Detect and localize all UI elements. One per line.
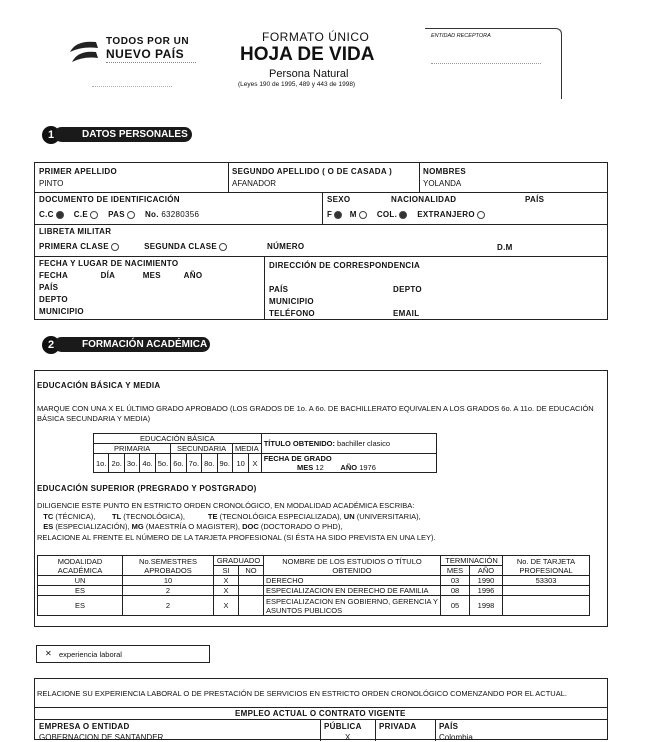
mes-label: MES [142, 271, 161, 280]
privada-label: PRIVADA [379, 722, 417, 731]
basica-instructions: MARQUE CON UNA X EL ÚLTIMO GRADO APROBADO (LOS GRADOS DE 1o. A 6o. DE BACHILLERATO EQUIVALEN A LOS GRADOS 6o. A 11o. DE EDUCACIÓN BÁSICA SECUNDARIA Y MEDIA) [37, 404, 594, 423]
col-mes: MES [441, 566, 470, 576]
col-tarjeta: No. DE TARJETA PROFESIONAL [503, 556, 590, 576]
grado-cell[interactable]: 3o. [124, 454, 139, 473]
logo-swoosh-icon [66, 36, 102, 66]
nombres-label: NOMBRES [423, 167, 466, 176]
m-label: M [349, 210, 357, 219]
secundaria-label: SECUNDARIA [171, 444, 233, 454]
email-label: EMAIL [393, 309, 420, 318]
m-radio-icon[interactable] [359, 211, 367, 219]
datos-personales-box [34, 162, 608, 320]
es-code: ES [43, 522, 54, 531]
depto-nac-label: DEPTO [39, 295, 68, 304]
ano-grado-label: AÑO [340, 463, 358, 472]
un-code: UN [343, 511, 355, 521]
municipio-nac-label: MUNICIPIO [39, 307, 84, 316]
pas-radio-icon[interactable] [127, 211, 135, 219]
semestres-cell[interactable]: 10 [123, 576, 214, 586]
ano-cell[interactable]: 1998 [470, 596, 503, 616]
primera-clase-label: PRIMERA CLASE [39, 242, 109, 251]
grado-cell[interactable]: 8o. [202, 454, 217, 473]
fecha-grado-label: FECHA DE GRADO [263, 454, 332, 463]
table-row [38, 576, 590, 586]
experiencia-instructions: RELACIONE SU EXPERIENCIA LABORAL O DE PRESTACIÓN DE SERVICIOS EN ESTRICTO ORDEN CRONOLÓGICO COMENZANDO POR EL ACTUAL. [37, 689, 567, 698]
ano-cell[interactable]: 1996 [470, 586, 503, 596]
primer-apellido-label: PRIMER APELLIDO [39, 167, 117, 176]
f-radio-icon[interactable] [334, 211, 342, 219]
grado-cell[interactable]: 4o. [140, 454, 155, 473]
mes-cell[interactable]: 05 [441, 596, 470, 616]
si-cell[interactable]: X [214, 586, 239, 596]
tab-mark-icon: ✕ [45, 649, 52, 658]
te-code: TE [207, 511, 218, 521]
telefono-label: TELÉFONO [269, 309, 315, 318]
sexo-options [327, 210, 485, 219]
section1-title: DATOS PERSONALES [54, 127, 192, 142]
pais-nac-label: PAÍS [39, 283, 59, 292]
segunda-clase-radio-icon[interactable] [219, 243, 227, 251]
ce-radio-icon[interactable] [90, 211, 98, 219]
modalidad-cell[interactable]: ES [38, 586, 123, 596]
primer-apellido-value[interactable]: PINTO [39, 179, 64, 188]
mes-grado-label: MES [297, 463, 314, 472]
col-no: NO [239, 566, 264, 576]
superior-heading: EDUCACIÓN SUPERIOR (PREGRADO Y POSTGRADO) [37, 484, 257, 493]
direccion-label: DIRECCIÓN DE CORRESPONDENCIA [269, 261, 421, 270]
modalidad-cell[interactable]: UN [38, 576, 123, 586]
ano-label: AÑO [183, 271, 203, 280]
entity-label: ENTIDAD RECEPTORA [431, 33, 491, 39]
superior-line3 [37, 522, 436, 533]
superior-instructions [37, 501, 436, 543]
tc-code: TC [43, 511, 54, 521]
superior-table [37, 555, 590, 616]
grado-cell[interactable]: 5o. [155, 454, 170, 473]
ano-cell[interactable]: 1990 [470, 576, 503, 586]
dm-label: D.M [497, 243, 513, 252]
logo-line2: NUEVO PAÍS [106, 47, 185, 61]
extranjero-label: EXTRANJERO [417, 210, 475, 219]
basica-table-title: EDUCACIÓN BÁSICA [94, 434, 262, 444]
nombre-cell[interactable]: DERECHO [264, 576, 441, 586]
extranjero-radio-icon[interactable] [477, 211, 485, 219]
modalidad-cell[interactable]: ES [38, 596, 123, 616]
subtitle: Persona Natural [269, 68, 349, 80]
tl-code: TL [112, 511, 122, 521]
nacimiento-label: FECHA Y LUGAR DE NACIMIENTO [39, 259, 179, 268]
col-radio-icon[interactable] [399, 211, 407, 219]
formacion-box [34, 370, 608, 627]
col-terminacion: TERMINACIÓN [441, 556, 503, 566]
mes-cell[interactable]: 08 [441, 586, 470, 596]
libreta-label: LIBRETA MILITAR [39, 227, 112, 236]
si-cell[interactable]: X [214, 576, 239, 586]
semestres-cell[interactable]: 2 [123, 596, 214, 616]
primera-clase-radio-icon[interactable] [111, 243, 119, 251]
municipio-dir-label: MUNICIPIO [269, 297, 314, 306]
libreta-options [39, 242, 227, 251]
section1-number: 1 [42, 126, 60, 144]
es-text: (ESPECIALIZACIÓN), [55, 522, 130, 531]
mg-text: (MAESTRÍA O MAGISTER), [145, 522, 241, 531]
media-label: MEDIA [232, 444, 261, 454]
grado-cell[interactable]: 7o. [186, 454, 201, 473]
tarjeta-cell[interactable]: 53303 [503, 576, 590, 586]
superior-line1: DILIGENCIE ESTE PUNTO EN ESTRICTO ORDEN CRONOLÓGICO, EN MODALIDAD ACADÉMICA ESCRIBA: [37, 501, 415, 510]
grado-cell[interactable]: 6o. [171, 454, 186, 473]
mes-grado-value[interactable]: 12 [315, 463, 324, 472]
pas-label: PAS [108, 210, 125, 219]
law-text: (Leyes 190 de 1995, 489 y 443 de 1998) [238, 81, 356, 88]
pais-dir-label: PAÍS [269, 285, 289, 294]
col-modalidad: MODALIDAD ACADÉMICA [38, 556, 123, 576]
pais-label: PAÍS [525, 195, 545, 204]
pais-exp-label: PAÍS [439, 722, 459, 731]
col-semestres: No.SEMESTRES APROBADOS [123, 556, 214, 576]
no-label: No. [144, 210, 159, 219]
entity-box [425, 28, 562, 99]
table-row [38, 586, 590, 596]
ce-label: C.E [73, 210, 89, 219]
tarjeta-cell[interactable] [503, 586, 590, 596]
nombres-value[interactable]: YOLANDA [423, 179, 462, 188]
segunda-clase-label: SEGUNDA CLASE [144, 242, 218, 251]
nacionalidad-label: NACIONALIDAD [391, 195, 457, 204]
main-title: HOJA DE VIDA [240, 44, 375, 65]
basica-table [93, 433, 437, 473]
doc-code: DOC [242, 522, 259, 531]
grado-cell[interactable]: 2o. [109, 454, 124, 473]
col-label: COL. [376, 210, 398, 219]
col-si: SI [214, 566, 239, 576]
tl-text: (TECNOLÓGICA), [123, 511, 185, 521]
no-cell[interactable] [239, 596, 264, 616]
pais-exp-value[interactable]: Colombia [439, 733, 473, 742]
experiencia-box [34, 678, 608, 740]
titulo-value[interactable]: bachiller clasico [337, 439, 390, 448]
grado-cell[interactable]: 9o. [217, 454, 232, 473]
tc-text: (TÉCNICA), [55, 511, 96, 521]
grado-cell[interactable]: 10 [232, 454, 248, 473]
titulo-cell [261, 434, 436, 454]
numero-label: NÚMERO [267, 242, 305, 251]
section2-number: 2 [42, 336, 60, 354]
publica-value[interactable]: X [345, 733, 351, 742]
sexo-label: SEXO [327, 195, 351, 204]
publica-label: PÚBLICA [324, 722, 362, 731]
col-nombre: NOMBRE DE LOS ESTUDIOS O TÍTULO OBTENIDO [264, 556, 441, 576]
documento-numero[interactable]: 63280356 [161, 210, 200, 219]
te-text: (TECNOLÓGICA ESPECIALIZADA), [219, 511, 342, 521]
table-row [38, 596, 590, 616]
f-label: F [327, 210, 333, 219]
mes-cell[interactable]: 03 [441, 576, 470, 586]
mg-code: MG [131, 522, 144, 531]
empresa-value[interactable]: GOBERNACION DE SANTANDER [39, 733, 164, 742]
logo-line1: TODOS POR UN [106, 36, 190, 47]
nombre-cell[interactable]: ESPECIALIZACION EN DERECHO DE FAMILIA [264, 586, 441, 596]
segundo-apellido-value[interactable]: AFANADOR [232, 179, 277, 188]
form-title: FORMATO ÚNICO [262, 30, 370, 44]
tarjeta-cell[interactable] [503, 596, 590, 616]
ministry-seal [92, 76, 172, 87]
doc-options [39, 210, 199, 219]
ano-grado-value[interactable]: 1976 [359, 463, 376, 472]
segundo-apellido-label: SEGUNDO APELLIDO ( O DE CASADA ) [232, 167, 393, 176]
cc-label: C.C [39, 210, 54, 219]
dia-label: DÍA [100, 271, 115, 280]
superior-line4: RELACIONE AL FRENTE EL NÚMERO DE LA TARJETA PROFESIONAL (SI ÉSTA HA SIDO PREVISTA EN UNA LEY). [37, 532, 436, 542]
no-cell[interactable] [239, 586, 264, 596]
doc-text: (DOCTORADO O PHD), [260, 522, 343, 531]
no-cell[interactable] [239, 576, 264, 586]
col-graduado: GRADUADO [214, 556, 264, 566]
documento-label: DOCUMENTO DE IDENTIFICACIÓN [39, 195, 180, 204]
si-cell[interactable]: X [214, 596, 239, 616]
col-ano: AÑO [470, 566, 503, 576]
fecha-grado-cell [261, 454, 436, 473]
grado-cell[interactable]: X [249, 454, 261, 473]
superior-line2 [37, 512, 436, 523]
un-text: (UNIVERSITARIA), [356, 511, 421, 521]
depto-dir-label: DEPTO [393, 285, 422, 294]
experiencia-tab-label: experiencia laboral [59, 650, 122, 659]
primaria-label: PRIMARIA [94, 444, 171, 454]
titulo-label: TÍTULO OBTENIDO: [263, 439, 335, 448]
section2-title: FORMACIÓN ACADÉMICA [54, 337, 210, 352]
empleo-actual-label: EMPLEO ACTUAL O CONTRATO VIGENTE [235, 709, 406, 718]
grado-cell[interactable]: 1o. [94, 454, 109, 473]
experiencia-tab[interactable] [36, 645, 210, 663]
basica-heading: EDUCACIÓN BÁSICA Y MEDIA [37, 381, 161, 390]
empresa-label: EMPRESA O ENTIDAD [39, 722, 130, 731]
fecha-nac-row [39, 271, 202, 280]
fecha-label: FECHA [39, 271, 68, 280]
cc-radio-icon[interactable] [56, 211, 64, 219]
logo [66, 34, 206, 74]
semestres-cell[interactable]: 2 [123, 586, 214, 596]
nombre-cell[interactable]: ESPECIALIZACION EN GOBIERNO, GERENCIA Y ASUNTOS PUBLICOS [264, 596, 441, 616]
